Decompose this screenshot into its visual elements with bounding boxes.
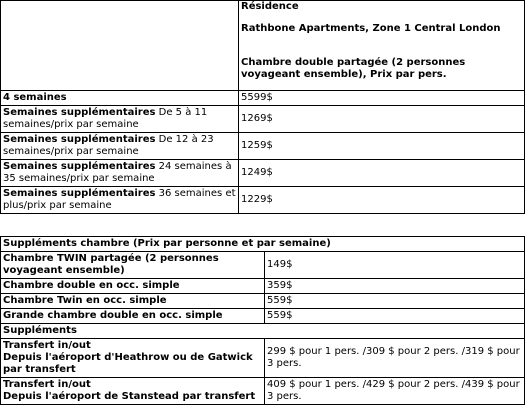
row-label-rest: De 12 à 23 semaines/prix par semaine xyxy=(3,134,214,157)
transfer-label xyxy=(1,339,265,378)
room-type-description: Chambre double partagée (2 personnes voyageant ensemble), Prix par pers. xyxy=(241,57,466,80)
table-row-price: 1259$ xyxy=(239,133,525,160)
residence-name: Rathbone Apartments, Zone 1 Central London xyxy=(241,23,501,34)
transfer-title: Transfert in/out xyxy=(3,379,91,390)
transfer-route: Depuis l'aéroport de Stanstead par transfert xyxy=(3,391,256,402)
room-supplement-label: Chambre Twin en occ. simple xyxy=(1,294,265,309)
row-label-bold: 4 semaines xyxy=(3,92,67,103)
table-row-price: 1229$ xyxy=(239,187,525,214)
room-supplement-price: 149$ xyxy=(265,252,525,279)
room-supplements-header: Suppléments chambre (Prix par personne et par semaine) xyxy=(1,237,525,252)
table-row-price: 5599$ xyxy=(239,91,525,106)
table-row-price: 1269$ xyxy=(239,106,525,133)
row-label-bold: Semaines supplémentaires xyxy=(3,107,156,118)
room-supplement-price: 559$ xyxy=(265,294,525,309)
transfer-price: 409 $ pour 1 pers. /429 $ pour 2 pers. /439 $ pour 3 pers. xyxy=(265,378,525,405)
transfer-price: 299 $ pour 1 pers. /309 $ pour 2 pers. /319 $ pour 3 pers. xyxy=(265,339,525,378)
residence-label: Résidence xyxy=(241,1,299,12)
row-label-bold: Semaines supplémentaires xyxy=(3,161,156,172)
room-supplement-label: Chambre double en occ. simple xyxy=(1,279,265,294)
supplements-header: Suppléments xyxy=(1,324,525,339)
transfer-label xyxy=(1,378,265,405)
table-row-label xyxy=(1,160,239,187)
row-label-bold: Semaines supplémentaires xyxy=(3,134,156,145)
table-row-label xyxy=(1,133,239,160)
table-row-label xyxy=(1,91,239,106)
supplements-table xyxy=(0,236,525,405)
row-label-rest: 24 semaines à 35 semaines/prix par semaine xyxy=(3,161,232,184)
transfer-title: Transfert in/out xyxy=(3,340,91,351)
table-row-label xyxy=(1,106,239,133)
room-supplement-price: 359$ xyxy=(265,279,525,294)
row-label-rest: 36 semaines et plus/prix par semaine xyxy=(3,188,236,211)
room-supplement-label: Grande chambre double en occ. simple xyxy=(1,309,265,324)
residence-header-cell xyxy=(239,1,525,91)
table-row-price: 1249$ xyxy=(239,160,525,187)
transfer-route: Depuis l'aéroport d'Heathrow ou de Gatwick par transfert xyxy=(3,352,253,375)
room-supplement-label: Chambre TWIN partagée (2 personnes voyageant ensemble) xyxy=(1,252,265,279)
row-label-rest: De 5 à 11 semaines/prix par semaine xyxy=(3,107,208,130)
room-supplement-price: 559$ xyxy=(265,309,525,324)
header-empty-cell xyxy=(1,1,239,91)
table-row-label xyxy=(1,187,239,214)
row-label-bold: Semaines supplémentaires xyxy=(3,188,156,199)
